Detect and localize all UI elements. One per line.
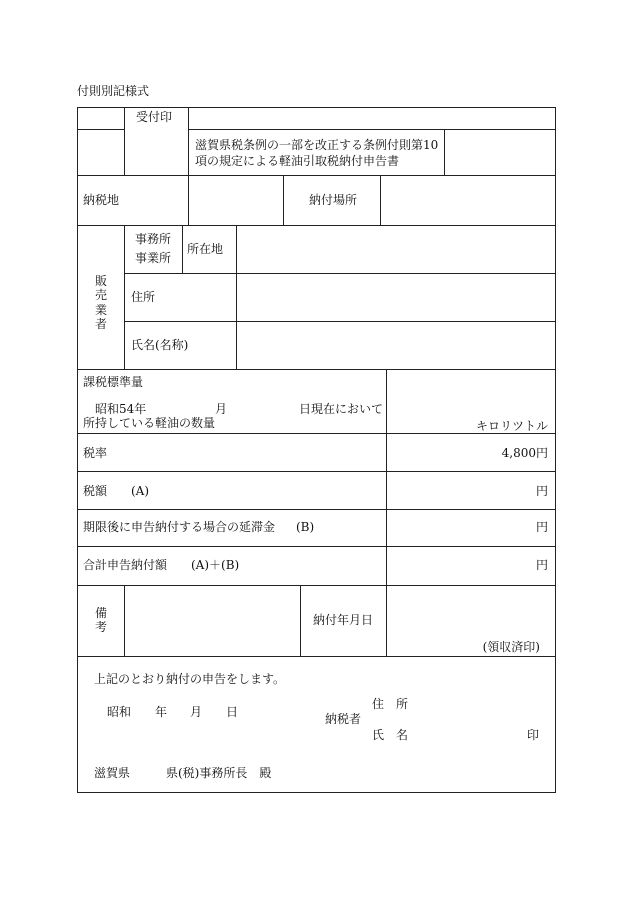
addressee-prefecture: 滋賀県 [94, 766, 131, 780]
late-fee-label: 期限後に申告納付する場合の延滞金 [83, 520, 276, 534]
taxpayer-address-label: 住 所 [372, 697, 409, 711]
seller-char: 業 [94, 302, 107, 317]
remarks-char: 備 [94, 606, 107, 620]
grid-line [124, 273, 556, 274]
border-left [77, 107, 78, 793]
border-top [77, 107, 556, 108]
grid-line [77, 546, 556, 547]
grid-line [77, 369, 556, 370]
grid-line [283, 175, 284, 225]
standard-label: 課税標準量 [83, 375, 144, 389]
grid-line [77, 585, 556, 586]
seller-char: 販 [94, 274, 107, 288]
rate-value: 4,800円 [501, 446, 548, 460]
grid-line [77, 129, 124, 130]
standard-day-suffix: 日現在において [299, 402, 384, 416]
seller-group-label [94, 274, 108, 332]
payment-date-label: 納付年月日 [313, 613, 374, 627]
seller-address-label: 住所 [131, 290, 156, 304]
total-unit: 円 [535, 558, 548, 572]
grid-line [124, 585, 125, 656]
standard-possess: 所持している軽油の数量 [83, 416, 216, 430]
standard-date-era: 昭和54年 [95, 402, 147, 416]
border-bottom [77, 792, 556, 793]
payment-place-label: 納付場所 [309, 193, 358, 207]
grid-line [77, 656, 556, 657]
declaration-month: 月 [190, 705, 203, 719]
grid-line [77, 175, 556, 176]
declaration-statement: 上記のとおり納付の申告をします。 [94, 672, 286, 686]
taxpayer-label: 納税者 [325, 712, 362, 726]
grid-line [188, 129, 556, 130]
grid-line [182, 225, 183, 273]
grid-line [380, 175, 381, 225]
grid-line [300, 585, 301, 656]
receipt-stamp-label: (領収済印) [482, 640, 540, 654]
total-label: 合計申告納付額 [83, 558, 168, 572]
remarks-char: 考 [94, 620, 107, 635]
grid-line [386, 369, 387, 585]
form-title-line2: 項の規定による軽油引取税納付申告書 [195, 154, 400, 168]
seller-name-label: 氏名(名称) [131, 338, 189, 352]
standard-unit: キロリツトル [475, 419, 548, 433]
form-title-line1: 滋賀県税条例の一部を改正する条例付則第10 [195, 138, 439, 152]
declaration-year: 年 [155, 705, 168, 719]
amount-label: 税額 [83, 484, 108, 498]
grid-line [77, 225, 556, 226]
border-right [555, 107, 556, 793]
seal-mark: 印 [527, 728, 540, 742]
grid-line [236, 225, 237, 369]
addressee-office: 県(税)事務所長 殿 [166, 766, 272, 780]
declaration-day: 日 [226, 705, 239, 719]
rate-label: 税率 [83, 446, 108, 460]
grid-line [77, 509, 556, 510]
remarks-label [94, 606, 108, 635]
grid-line [188, 175, 189, 225]
grid-line [124, 321, 556, 322]
declaration-era: 昭和 [107, 705, 132, 719]
tax-place-label: 納税地 [83, 193, 120, 207]
amount-mark: (A) [131, 484, 150, 498]
seller-char: 売 [94, 288, 107, 303]
seller-char: 者 [94, 317, 107, 332]
stamp-label: 受付印 [136, 110, 173, 124]
taxpayer-name-label: 氏 名 [372, 728, 409, 742]
amount-unit: 円 [535, 484, 548, 498]
grid-line [188, 107, 189, 175]
late-fee-unit: 円 [535, 520, 548, 534]
grid-line [444, 129, 445, 175]
late-fee-mark: (B) [296, 520, 315, 534]
grid-line [124, 107, 125, 175]
grid-line [77, 471, 556, 472]
office-label-1: 事務所 [135, 232, 172, 246]
office-label-2: 事業所 [135, 251, 172, 265]
location-label: 所在地 [187, 242, 224, 256]
total-mark: (A)＋(B) [191, 558, 240, 572]
standard-month: 月 [215, 402, 228, 416]
grid-line [77, 433, 556, 434]
form-caption: 付則別記様式 [77, 84, 150, 98]
grid-line [124, 225, 125, 369]
grid-line [386, 585, 387, 656]
